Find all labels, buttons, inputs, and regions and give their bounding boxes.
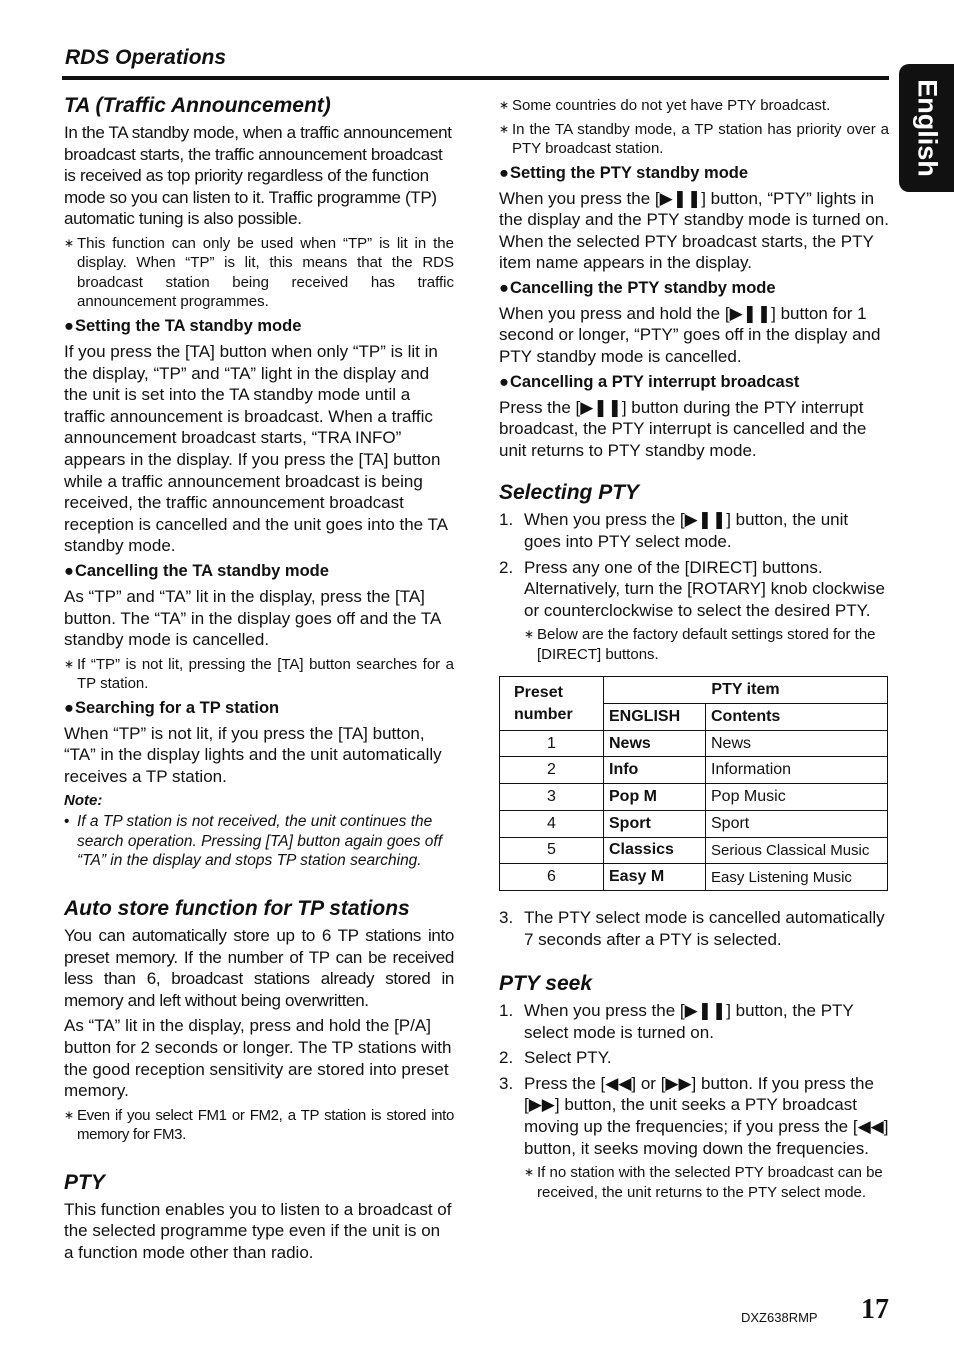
row-english: Easy M	[604, 864, 706, 891]
pty-priority-star: ∗ In the TA standby mode, a TP station has priority over a PTY broadcast station.	[499, 120, 889, 159]
row-contents: Pop Music	[706, 784, 888, 811]
model-number: DXZ638RMP	[741, 1310, 818, 1325]
row-number: 3	[500, 784, 604, 811]
row-english: Sport	[604, 810, 706, 837]
section-title: RDS Operations	[65, 46, 227, 69]
selecting-step-3: 3. The PTY select mode is cancelled automatically 7 seconds after a PTY is selected.	[499, 907, 885, 949]
seek-step-2-text: Select PTY.	[524, 1048, 612, 1068]
row-contents: Serious Classical Music	[706, 837, 888, 864]
table-row	[500, 784, 888, 811]
row-contents: Information	[706, 757, 888, 784]
selecting-pty-heading: Selecting PTY	[499, 481, 640, 505]
col-contents: Contents	[706, 704, 888, 731]
row-english: News	[604, 730, 706, 757]
selecting-step-1: 1. When you press the [▶❚❚] button, the unit goes into PTY select mode.	[499, 510, 849, 552]
note-title: Note:	[64, 792, 103, 810]
language-tab-label: English	[912, 79, 942, 177]
col-pty-item: PTY item	[604, 677, 888, 704]
header-rule	[62, 76, 889, 80]
row-number: 6	[500, 864, 604, 891]
row-english: Info	[604, 757, 706, 784]
pty-cancel-heading: ● Cancelling the PTY standby mode	[499, 278, 889, 299]
ta-search-star: ∗ If “TP” is not lit, pressing the [TA] button searches for a TP station.	[64, 655, 454, 694]
ta-search-text: When “TP” is not lit, if you press the [TA] button, “TA” in the display lights and the unit automatically receives a TP station.	[64, 723, 442, 786]
table-row	[500, 837, 888, 864]
seek-step-1-text: When you press the [▶❚❚] button, the PTY select mode is turned on.	[524, 1001, 854, 1042]
ta-intro: In the TA standby mode, when a traffic announcement broadcast starts, the traffic announcement broadcast is received as top priority regardless of the function mode so you can listen to it. Traffic programme (TP) automatic tuning is also possible.	[64, 123, 452, 229]
seek-step-1: 1. When you press the [▶❚❚] button, the PTY select mode is turned on.	[499, 1001, 854, 1042]
seek-step-3: 3. Press the [◀◀] or [▶▶] button. If you press the [▶▶] button, the unit seeks a PTY broadcast moving up the frequencies; if you press the [◀◀] button, it seeks moving down the frequencies.	[499, 1073, 889, 1158]
auto-store-text-1: You can automatically store up to 6 TP stations into preset memory. If the number of TP can be received less than 6, broadcast stations already stored in memory and left without being overwritten.	[64, 925, 454, 1010]
row-english: Pop M	[604, 784, 706, 811]
selecting-pty-steps	[499, 509, 889, 621]
selecting-step-1-text: When you press the [▶❚❚] button, the unit goes into PTY select mode.	[524, 510, 849, 552]
table-row	[500, 757, 888, 784]
auto-store-star: ∗ Even if you select FM1 or FM2, a TP station is stored into memory for FM3.	[64, 1106, 454, 1145]
ta-cancel-text: As “TP” and “TA” lit in the display, press the [TA] button. The “TA” in the display goes off and the TA standby mode is cancelled.	[64, 586, 441, 650]
pty-setting-heading: ● Setting the PTY standby mode	[499, 163, 889, 184]
table-row	[500, 810, 888, 837]
row-number: 5	[500, 837, 604, 864]
row-contents: Easy Listening Music	[706, 864, 888, 891]
ta-note-star: ∗ This function can only be used when “TP” is lit in the display. When “TP” is lit, this means that the RDS broadcast station being received has traffic announcement programmes.	[64, 234, 454, 312]
direct-defaults-star: ∗ Below are the factory default settings stored for the [DIRECT] buttons.	[524, 625, 889, 664]
pty-text: This function enables you to listen to a broadcast of the selected programme type even if the unit is on a function mode other than radio.	[64, 1199, 452, 1262]
pty-seek-heading: PTY seek	[499, 972, 593, 996]
ta-setting-heading: ● Setting the TA standby mode	[64, 316, 454, 337]
table-row	[500, 864, 888, 891]
selecting-step-2-text: Press any one of the [DIRECT] buttons. Alternatively, turn the [ROTARY] knob clockwise or counterclockwise to select the desired PTY.	[524, 557, 885, 620]
page-number: 17	[861, 1294, 889, 1325]
row-contents: News	[706, 730, 888, 757]
col-english: ENGLISH	[604, 704, 706, 731]
row-number: 4	[500, 810, 604, 837]
pty-interrupt-text: Press the [▶❚❚] button during the PTY interrupt broadcast, the PTY interrupt is cancelled and the unit returns to PTY standby mode.	[499, 397, 867, 460]
col-preset-number: Preset number	[500, 677, 604, 730]
seek-step-3-text: Press the [◀◀] or [▶▶] button. If you press the [▶▶] button, the unit seeks a PTY broadcast moving up the frequencies; if you press the [◀◀] button, it seeks moving down the frequencies.	[524, 1073, 889, 1158]
ta-cancel-heading: ● Cancelling the TA standby mode	[64, 561, 454, 582]
seek-star: ∗ If no station with the selected PTY broadcast can be received, the unit returns to the PTY select mode.	[524, 1163, 889, 1202]
ta-heading: TA (Traffic Announcement)	[64, 94, 331, 117]
language-tab	[899, 64, 954, 192]
left-column	[64, 94, 454, 1268]
pty-cancel-text: When you press and hold the [▶❚❚] button for 1 second or longer, “PTY” goes off in the display and PTY standby mode is cancelled.	[499, 303, 881, 367]
ta-search-heading: ● Searching for a TP station	[64, 698, 454, 719]
table-row	[500, 730, 888, 757]
pty-heading: PTY	[64, 1170, 105, 1194]
pty-preset-table	[499, 676, 888, 891]
seek-step-2: 2. Select PTY.	[499, 1048, 612, 1068]
auto-store-text-2: As “TA” lit in the display, press and hold the [P/A] button for 2 seconds or longer. The TP stations with the good reception sensitivity are stored into preset memory.	[64, 1016, 452, 1101]
pty-interrupt-heading: ● Cancelling a PTY interrupt broadcast	[499, 372, 889, 393]
auto-store-heading: Auto store function for TP stations	[64, 896, 410, 920]
right-column	[499, 96, 889, 1206]
pty-setting-text: When you press the [▶❚❚] button, “PTY” lights in the display and the PTY standby mode is turned on. When the selected PTY broadcast starts, the PTY item name appears in the display.	[499, 188, 889, 273]
selecting-pty-steps-cont	[499, 907, 889, 950]
selecting-step-2: 2. Press any one of the [DIRECT] buttons. Alternatively, turn the [ROTARY] knob clockwise or counterclockwise to select the desired PTY.	[499, 557, 885, 620]
row-english: Classics	[604, 837, 706, 864]
ta-setting-text: If you press the [TA] button when only “TP” is lit in the display, “TP” and “TA” light in the display and the unit is set into the TA standby mode until a traffic announcement is broadcast. When a traffic announcement broadcast starts, “TRA INFO” appears in the display. If you press the [TA] button while a traffic announcement broadcast is being received, the traffic announcement broadcast reception is cancelled and the unit goes into the TA standby mode.	[64, 341, 448, 556]
pty-country-star: ∗ Some countries do not yet have PTY broadcast.	[499, 96, 889, 116]
pty-seek-steps	[499, 1000, 889, 1159]
row-contents: Sport	[706, 810, 888, 837]
note-text: • If a TP station is not received, the unit continues the search operation. Pressing [TA] button again goes off “TA” in the display and stops TP station searching.	[64, 812, 454, 871]
selecting-step-3-text: The PTY select mode is cancelled automatically 7 seconds after a PTY is selected.	[524, 907, 885, 949]
row-number: 2	[500, 757, 604, 784]
row-number: 1	[500, 730, 604, 757]
